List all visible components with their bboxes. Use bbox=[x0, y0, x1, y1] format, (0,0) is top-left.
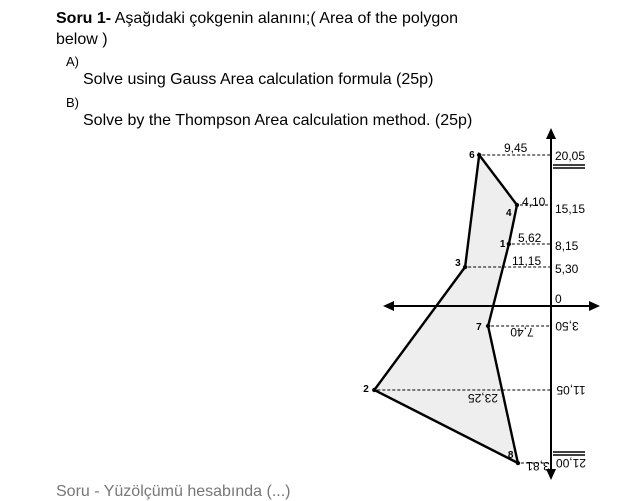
y-label-origin: 0 bbox=[555, 292, 562, 306]
part-a-text: Solve using Gauss Area calculation formula (25p) bbox=[83, 71, 434, 88]
question-number: Soru 1- bbox=[56, 10, 112, 27]
question-text-line2: below ) bbox=[56, 31, 108, 48]
distance-label-8: 3,81 bbox=[526, 459, 550, 473]
distance-label-3: 11,15 bbox=[512, 254, 542, 268]
x-axis-arrow-left bbox=[383, 301, 394, 311]
vertex-6 bbox=[477, 153, 481, 157]
distance-label-1: 5,62 bbox=[518, 231, 542, 245]
y-label-8: 21,00 bbox=[555, 456, 587, 470]
part-a-label: A) bbox=[66, 54, 79, 69]
vertex-8 bbox=[516, 461, 520, 465]
y-label-4: 15,15 bbox=[555, 202, 586, 216]
y-label-1: 8,15 bbox=[555, 239, 579, 253]
vertex-label-8: 8 bbox=[507, 450, 514, 461]
vertex-label-4: 4 bbox=[505, 208, 512, 219]
y-label-7: 3,50 bbox=[555, 319, 579, 333]
polygon-shape bbox=[374, 155, 518, 463]
vertex-label-3: 3 bbox=[455, 258, 461, 269]
vertex-1 bbox=[507, 242, 511, 246]
y-label-3: 5,30 bbox=[555, 262, 579, 276]
y-axis-arrow-up bbox=[546, 128, 556, 139]
y-label-6: 20,05 bbox=[555, 149, 586, 163]
partial-next-line: Soru - Yüzölçümü hesabında (...) bbox=[56, 483, 291, 500]
vertex-label-6: 6 bbox=[469, 150, 475, 161]
vertex-label-2: 2 bbox=[363, 384, 369, 395]
question-text: Aşağıdaki çokgenin alanını;( Area of the polygon bbox=[111, 10, 459, 27]
part-b-label: B) bbox=[66, 95, 79, 110]
vertex-4 bbox=[515, 203, 519, 207]
vertex-label-7: 7 bbox=[476, 322, 482, 333]
distance-label-7: 7,40 bbox=[510, 325, 534, 339]
distance-label-6: 9,45 bbox=[504, 141, 528, 155]
vertex-3 bbox=[463, 265, 467, 269]
part-b-text: Solve by the Thompson Area calculation method. (25p) bbox=[83, 112, 473, 129]
vertex-7 bbox=[486, 324, 490, 328]
distance-label-4: 4,10 bbox=[522, 195, 546, 209]
y-label-2: 11,05 bbox=[556, 383, 586, 397]
vertex-2 bbox=[372, 388, 376, 392]
x-axis-arrow-right bbox=[589, 301, 600, 311]
distance-label-2: 23,25 bbox=[467, 391, 499, 405]
vertex-label-1: 1 bbox=[499, 239, 506, 250]
